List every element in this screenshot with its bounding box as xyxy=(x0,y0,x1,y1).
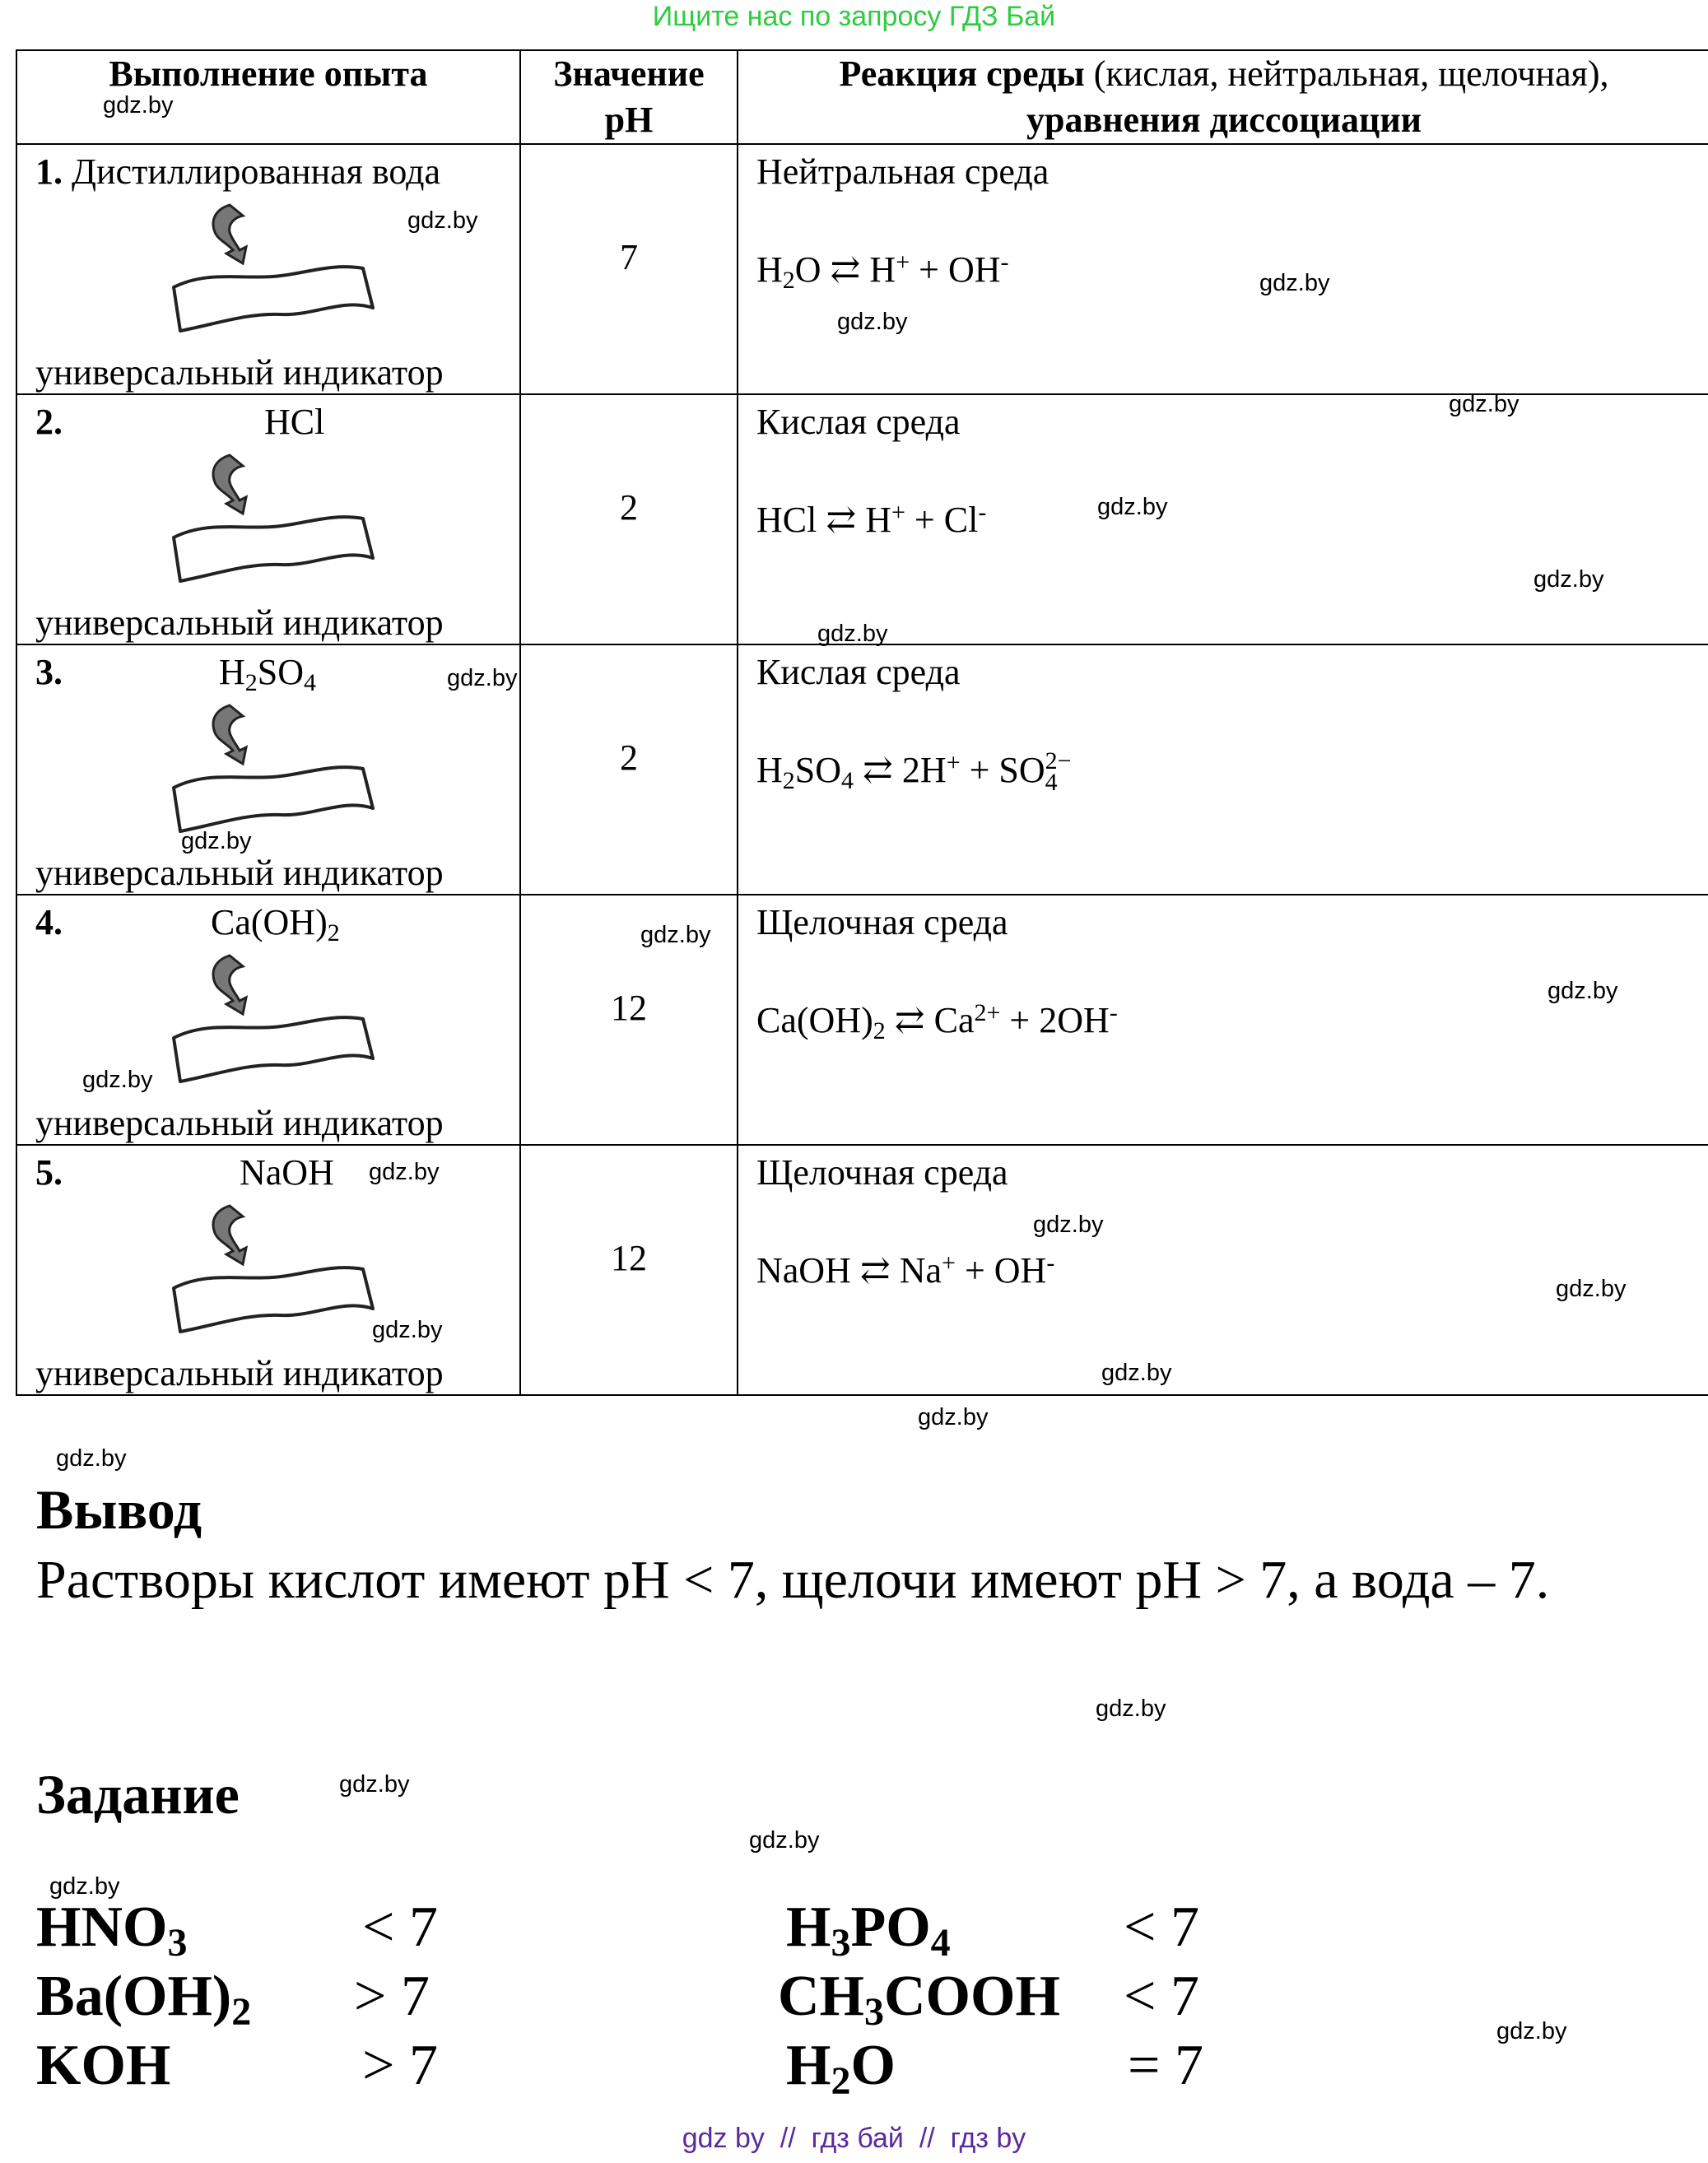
environment-label: Щелочная среда xyxy=(756,902,1008,942)
header-reaction: Реакция среды (кислая, нейтральная, щелочная), уравнения диссоциации xyxy=(738,50,1708,144)
header-experiment: Выполнение опыта xyxy=(16,50,520,144)
table-row xyxy=(16,1145,1708,1395)
reagent-formula: $H_2SO_4$ xyxy=(219,652,317,696)
indicator-caption: универсальный индикатор xyxy=(35,1103,444,1143)
table-row xyxy=(16,895,1708,1145)
environment-label: Кислая среда xyxy=(756,402,961,442)
footer-links[interactable]: gdz by // гдз бай // гдз by xyxy=(682,2123,1026,2154)
experiment-title xyxy=(35,652,63,693)
experiment-title xyxy=(35,151,440,193)
experiment-cell xyxy=(16,144,520,394)
header-ph: Значение pH xyxy=(520,50,738,144)
watermark: gdz.by xyxy=(1547,978,1618,1004)
top-banner[interactable]: Ищите нас по запросу ГДЗ Бай xyxy=(652,1,1056,32)
task-ph-answer: > 7 xyxy=(362,2034,438,2097)
reaction-cell xyxy=(738,1145,1708,1395)
experiment-title xyxy=(35,1152,63,1193)
experiment-number: 5. xyxy=(35,1152,63,1193)
reagent-formula: $Ca(OH)_2$ xyxy=(211,902,340,947)
table-row xyxy=(16,644,1708,895)
watermark: gdz.by xyxy=(49,1873,120,1900)
watermark: gdz.by xyxy=(103,92,174,119)
ph-cell xyxy=(520,644,738,895)
ph-value: 7 xyxy=(620,237,638,277)
watermark: gdz.by xyxy=(1096,1696,1166,1722)
ph-value: 12 xyxy=(611,988,647,1028)
task-formula: $CH_3COOH$ xyxy=(778,1965,1060,2034)
experiment-cell xyxy=(16,1145,520,1395)
experiment-cell xyxy=(16,644,520,895)
experiment-label: Дистиллированная вода xyxy=(72,151,441,192)
watermark: gdz.by xyxy=(1101,1360,1172,1386)
task-ph-answer: = 7 xyxy=(1128,2034,1203,2097)
indicator-strip-icon xyxy=(157,451,388,591)
environment-label: Нейтральная среда xyxy=(756,151,1049,192)
experiment-number: 1. xyxy=(35,151,63,192)
experiment-cell xyxy=(16,895,520,1145)
experiment-cell xyxy=(16,394,520,644)
watermark: gdz.by xyxy=(56,1445,127,1472)
watermark: gdz.by xyxy=(369,1159,440,1185)
experiment-title xyxy=(35,402,63,443)
indicator-caption: универсальный индикатор xyxy=(35,602,444,643)
ph-value: 2 xyxy=(620,737,638,778)
experiment-title xyxy=(35,902,63,943)
dissociation-equation: NaOH ⇄ Na+ + OH- xyxy=(756,1249,1055,1291)
watermark: gdz.by xyxy=(1259,270,1330,296)
dissociation-equation: HCl ⇄ H+ + Cl- xyxy=(756,499,987,540)
experiment-number: 4. xyxy=(35,902,63,942)
task-ph-answer: < 7 xyxy=(362,1896,438,1959)
indicator-caption: универсальный индикатор xyxy=(35,1353,444,1393)
table-row xyxy=(16,144,1708,394)
watermark: gdz.by xyxy=(749,1827,820,1854)
indicator-strip-icon xyxy=(157,951,388,1091)
watermark: gdz.by xyxy=(181,828,252,854)
conclusion-heading: Вывод xyxy=(36,1478,202,1541)
indicator-caption: универсальный индикатор xyxy=(35,853,444,893)
watermark: gdz.by xyxy=(339,1771,410,1798)
watermark: gdz.by xyxy=(1097,494,1168,520)
ph-cell xyxy=(520,394,738,644)
watermark: gdz.by xyxy=(1449,391,1520,417)
environment-label: Кислая среда xyxy=(756,652,961,692)
dissociation-equation: $H_2O$ ⇄ H+ + OH- xyxy=(756,249,1009,294)
watermark: gdz.by xyxy=(837,309,908,335)
task-formula: $Ba(OH)_2$ xyxy=(36,1965,252,2034)
reaction-cell xyxy=(738,144,1708,394)
experiment-number: 2. xyxy=(35,402,63,442)
task-formula: KOH xyxy=(36,2034,171,2097)
watermark: gdz.by xyxy=(1496,2018,1567,2044)
task-formula: $HNO_3$ xyxy=(36,1896,188,1965)
task-ph-answer: < 7 xyxy=(1124,1965,1199,2028)
reagent-formula: NaOH xyxy=(240,1152,334,1193)
watermark: gdz.by xyxy=(372,1317,443,1343)
experiment-table xyxy=(16,49,1708,1396)
reaction-cell xyxy=(738,394,1708,644)
table-header-row xyxy=(16,50,1708,144)
watermark: gdz.by xyxy=(918,1404,989,1430)
watermark: gdz.by xyxy=(1533,566,1604,593)
table-row xyxy=(16,394,1708,644)
watermark: gdz.by xyxy=(82,1067,153,1093)
indicator-caption: универсальный индикатор xyxy=(35,352,444,393)
reaction-cell xyxy=(738,644,1708,895)
experiment-number: 3. xyxy=(35,652,63,692)
reagent-formula: HCl xyxy=(264,402,325,442)
ph-cell xyxy=(520,1145,738,1395)
task-ph-answer: > 7 xyxy=(354,1965,430,2028)
task-formula: $H_3PO_4$ xyxy=(786,1896,951,1965)
ph-value: 2 xyxy=(620,487,638,528)
watermark: gdz.by xyxy=(447,665,518,691)
conclusion-text: Растворы кислот имеют pH < 7, щелочи имеют pH > 7, а вода – 7. xyxy=(36,1550,1550,1610)
task-heading: Задание xyxy=(36,1763,240,1826)
watermark: gdz.by xyxy=(407,207,478,234)
indicator-strip-icon xyxy=(157,701,388,841)
indicator-strip-icon xyxy=(157,201,388,341)
dissociation-equation: $H_2SO_4$ ⇄ 2H+ + SO 2− 4 xyxy=(756,747,1072,796)
reaction-cell xyxy=(738,895,1708,1145)
task-ph-answer: < 7 xyxy=(1124,1896,1199,1959)
watermark: gdz.by xyxy=(1033,1212,1104,1238)
environment-label: Щелочная среда xyxy=(756,1152,1008,1193)
dissociation-equation: $Ca(OH)_2$ ⇄ $Ca^{2+} + 2OH^-$ xyxy=(756,999,1118,1044)
watermark: gdz.by xyxy=(817,621,888,647)
ph-cell xyxy=(520,144,738,394)
indicator-strip-icon xyxy=(157,1202,388,1342)
watermark: gdz.by xyxy=(1556,1276,1627,1302)
task-formula: $H_2O$ xyxy=(786,2034,896,2103)
watermark: gdz.by xyxy=(640,922,711,948)
ph-value: 12 xyxy=(611,1238,647,1278)
